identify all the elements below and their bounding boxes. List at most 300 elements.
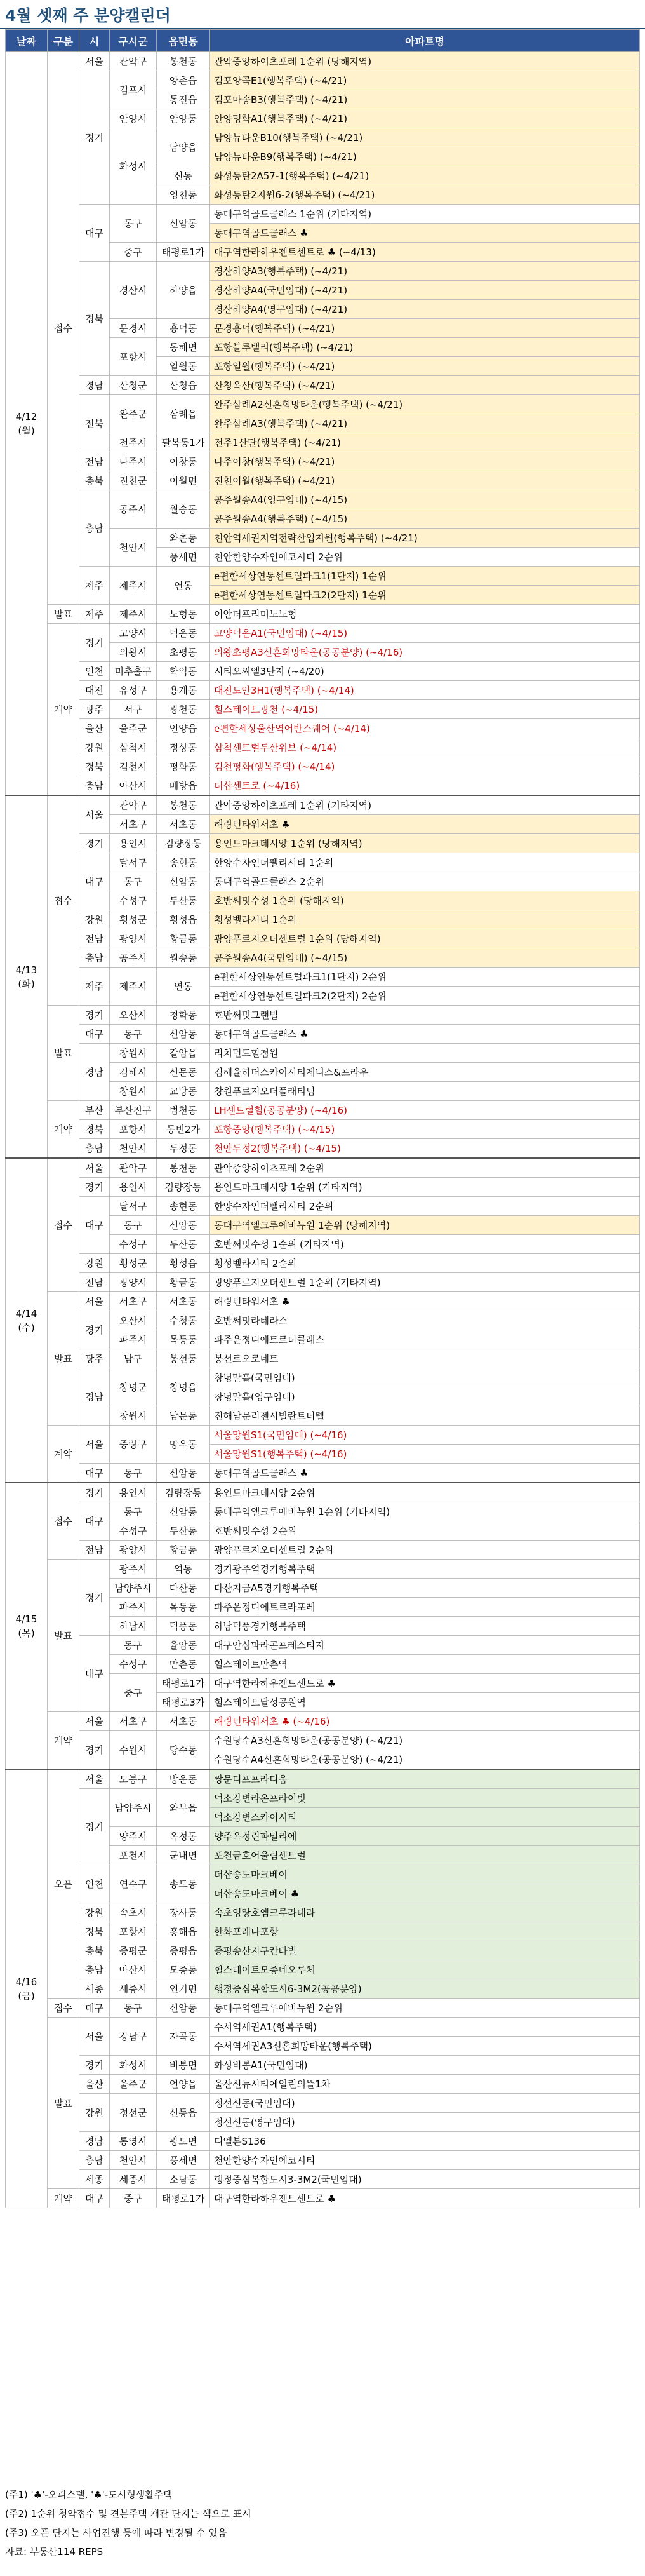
table-row [6,2132,640,2151]
town-cell: 봉선동 [157,1349,210,1368]
apartment-cell: 광양푸르지오더센트럴 1순위 (기타지역) [210,1273,640,1292]
town-cell: 비봉면 [157,2056,210,2075]
apartment-cell: 대구안심파라곤프레스티지 [210,1636,640,1655]
apartment-cell: 안양명학A1(행복주택) (~4/21) [210,109,640,128]
district-cell: 관악구 [110,52,157,71]
district-cell: 포항시 [110,338,157,376]
page-title: 4월 셋째 주 분양캘린더 [5,6,171,25]
town-cell: 노형동 [157,605,210,624]
apartment-cell: 산청옥산(행복주택) (~4/21) [210,376,640,395]
type-cell: 발표 [48,1560,79,1712]
table-row [6,52,640,71]
apartment-cell: e편한세상울산역어반스퀘어 (~4/14) [210,719,640,738]
province-cell: 울산 [79,2075,110,2094]
district-cell: 남구 [110,1349,157,1368]
district-cell: 경산시 [110,262,157,319]
table-row [6,1197,640,1216]
district-cell: 동구 [110,1502,157,1521]
province-cell: 전남 [79,929,110,948]
table-row [6,948,640,968]
province-cell: 경북 [79,757,110,776]
town-cell: 일월동 [157,357,210,376]
district-cell: 오산시 [110,1311,157,1330]
table-row [6,700,640,719]
apartment-cell: 완주삼례A3(행복주택) (~4/21) [210,414,640,433]
town-cell: 태평로1가 [157,1674,210,1693]
district-cell: 아산시 [110,1960,157,1979]
district-cell: 남양주시 [110,1789,157,1827]
province-cell: 경북 [79,262,110,376]
district-cell: 서초구 [110,815,157,834]
district-cell: 문경시 [110,319,157,338]
town-cell: 다산동 [157,1579,210,1598]
type-cell: 계약 [48,624,79,796]
type-cell: 발표 [48,2018,79,2189]
town-cell: 광도면 [157,2132,210,2151]
apartment-cell: 천안역세권지역전략산업지원(행복주택) (~4/21) [210,529,640,548]
apartment-cell: 경기광주역경기행복주택 [210,1560,640,1579]
apartment-cell: 김포양곡E1(행복주택) (~4/21) [210,71,640,90]
province-cell: 충남 [79,1139,110,1159]
table-row [6,71,640,90]
district-cell: 수성구 [110,891,157,910]
town-cell: 신암동 [157,872,210,891]
apartment-cell: 경산하양A4(영구임대) (~4/21) [210,300,640,319]
apartment-cell: 용인드마크데시앙 1순위 (기타지역) [210,1178,640,1197]
province-cell: 경기 [79,1560,110,1636]
date-weekday: (화) [18,978,35,990]
table-row [6,1789,640,1808]
district-cell: 완주군 [110,395,157,433]
district-cell: 창녕군 [110,1368,157,1406]
district-cell: 광양시 [110,929,157,948]
apartment-cell: 나주이창(행복주택) (~4/21) [210,452,640,471]
province-cell: 충북 [79,1941,110,1960]
town-cell: 산청읍 [157,376,210,395]
district-cell: 횡성군 [110,910,157,929]
header-district: 구시군 [110,30,157,52]
table-row [6,1979,640,1999]
district-cell: 동구 [110,1636,157,1655]
table-row [6,662,640,681]
district-cell: 천안시 [110,2151,157,2170]
apartment-cell: 힐스테이트달성공원역 [210,1693,640,1712]
province-cell: 대구 [79,1502,110,1541]
province-cell: 서울 [79,1426,110,1464]
type-cell: 발표 [48,1292,79,1426]
town-cell: 황금동 [157,1541,210,1560]
district-cell: 도봉구 [110,1769,157,1789]
apartment-cell: 동대구역엘크루에비뉴원 2순위 [210,1999,640,2018]
province-cell: 부산 [79,1101,110,1120]
apartment-cell: 디엘본S136 [210,2132,640,2151]
district-cell: 세종시 [110,2170,157,2189]
town-cell: 이월면 [157,471,210,490]
header-province: 시 [79,30,110,52]
apartment-cell: 완주삼례A2신혼희망타운(행복주택) (~4/21) [210,395,640,414]
district-cell: 전주시 [110,433,157,452]
table-row [6,1903,640,1922]
province-cell: 경북 [79,1120,110,1139]
table-row [6,1560,640,1579]
district-cell: 용인시 [110,1178,157,1197]
apartment-cell: 진천이월(행복주택) (~4/21) [210,471,640,490]
table-row [6,395,640,414]
town-cell: 신문동 [157,1063,210,1082]
date-weekday: (수) [18,1321,35,1333]
table-row [6,1044,640,1063]
town-cell: 범천동 [157,1101,210,1120]
table-row [6,1273,640,1292]
province-cell: 제주 [79,605,110,624]
apartment-cell: 김포마송B3(행복주택) (~4/21) [210,90,640,109]
district-cell: 중구 [110,2189,157,2208]
town-cell: 목동동 [157,1330,210,1349]
town-cell: 두산동 [157,1521,210,1541]
table-row [6,795,640,815]
town-cell: 신암동 [157,1464,210,1483]
town-cell: 김량장동 [157,834,210,853]
header-date: 날짜 [6,30,48,52]
district-cell: 김해시 [110,1063,157,1082]
date-weekday: (목) [18,1627,35,1639]
district-cell: 정선군 [110,2094,157,2132]
town-cell: 동빈2가 [157,1120,210,1139]
table-row [6,1960,640,1979]
type-cell: 발표 [48,605,79,624]
apartment-cell: 더샵센트로 (~4/16) [210,776,640,796]
apartment-cell: 덕소강변스카이시티 [210,1808,640,1827]
type-cell: 계약 [48,1712,79,1770]
apartment-cell: 호반써밋수성 1순위 (당해지역) [210,891,640,910]
table-row [6,262,640,281]
apartment-cell: 대구역한라하우젠트센트로 ♣ [210,2189,640,2208]
apartment-cell: 용인드마크데시앙 1순위 (당해지역) [210,834,640,853]
town-cell: 정상동 [157,738,210,757]
province-cell: 서울 [79,52,110,71]
province-cell: 대구 [79,853,110,910]
district-cell: 울주군 [110,2075,157,2094]
province-cell: 충남 [79,1960,110,1979]
district-cell: 수성구 [110,1235,157,1254]
province-cell: 경기 [79,1178,110,1197]
apartment-cell: 힐스테이트모종네오루체 [210,1960,640,1979]
town-cell: 통진읍 [157,90,210,109]
apartment-cell: 대전도안3H1(행복주택) (~4/14) [210,681,640,700]
town-cell: 연동 [157,968,210,1006]
province-cell: 충남 [79,490,110,567]
table-row [6,757,640,776]
apartment-cell: 다산지금A5경기행복주택 [210,1579,640,1598]
apartment-cell: 화성동탄2A57-1(행복주택) (~4/21) [210,166,640,185]
district-cell: 동구 [110,205,157,243]
apartment-cell: 더샵송도마크베이 ♣ [210,1884,640,1903]
table-row [6,1483,640,1502]
town-cell: 남문동 [157,1406,210,1426]
apartment-cell: 힐스테이트광천 (~4/15) [210,700,640,719]
province-cell: 전북 [79,395,110,452]
district-cell: 남양주시 [110,1579,157,1598]
town-cell: 월송동 [157,948,210,968]
apartment-cell: 쌍문디프프라디움 [210,1769,640,1789]
apartment-cell: 관악중앙하이츠포레 1순위 (당해지역) [210,52,640,71]
date-day: 4/14 [15,1307,37,1319]
apartment-cell: 호반써밋라테라스 [210,1311,640,1330]
province-cell: 대구 [79,1197,110,1254]
apartment-cell: 하남덕풍경기행복주택 [210,1617,640,1636]
apartment-cell: 포항블루밸리(행복주택) (~4/21) [210,338,640,357]
province-cell: 경기 [79,1483,110,1502]
apartment-cell: 울산신뉴시티에일린의뜰1차 [210,2075,640,2094]
date-cell [6,795,48,1158]
district-cell: 의왕시 [110,643,157,662]
province-cell: 서울 [79,1158,110,1178]
district-cell: 포항시 [110,1922,157,1941]
apartment-cell: 한양수자인더팰리시티 2순위 [210,1197,640,1216]
table-row [6,452,640,471]
table-row [6,1178,640,1197]
town-cell: 신암동 [157,205,210,243]
apartment-cell: 동대구역골드클래스 2순위 [210,872,640,891]
apartment-cell: 해링턴타워서초 ♣ [210,815,640,834]
table-row [6,2094,640,2113]
province-cell: 제주 [79,567,110,605]
town-cell: 광천동 [157,700,210,719]
date-cell [6,1158,48,1483]
apartment-cell: 리치먼드힐첨원 [210,1044,640,1063]
apartment-cell: 포항중앙(행복주택) (~4/15) [210,1120,640,1139]
district-cell: 수성구 [110,1521,157,1541]
date-weekday: (월) [18,424,35,436]
type-cell: 접수 [48,52,79,605]
town-cell: 연기면 [157,1979,210,1999]
province-cell: 대구 [79,1464,110,1483]
town-cell: 교방동 [157,1082,210,1101]
table-row [6,1865,640,1884]
apartment-cell: 파주운정디에트르더클래스 [210,1330,640,1349]
district-cell: 파주시 [110,1330,157,1349]
town-cell: 신암동 [157,1216,210,1235]
district-cell: 서초구 [110,1292,157,1311]
apartment-cell: 동대구역엘크루에비뉴원 1순위 (당해지역) [210,1216,640,1235]
apartment-cell: 용인드마크데시앙 2순위 [210,1483,640,1502]
apartment-cell: 대구역한라하우젠트센트로 ♣ (~4/13) [210,243,640,262]
town-cell: 풍세면 [157,548,210,567]
table-row [6,624,640,643]
type-cell: 계약 [48,1426,79,1483]
table-row [6,681,640,700]
district-cell: 달서구 [110,853,157,872]
town-cell: 봉천동 [157,52,210,71]
town-cell: 초평동 [157,643,210,662]
apartment-cell: 해링턴타워서초 ♣ (~4/16) [210,1712,640,1731]
table-row [6,1311,640,1330]
province-cell: 경기 [79,1311,110,1349]
town-cell: 와촌동 [157,529,210,548]
apartment-cell: 남양뉴타운B9(행복주택) (~4/21) [210,147,640,166]
district-cell: 동구 [110,872,157,891]
district-cell: 동구 [110,1216,157,1235]
province-cell: 서울 [79,2018,110,2056]
province-cell: 제주 [79,968,110,1006]
district-cell: 공주시 [110,490,157,529]
town-cell: 목동동 [157,1598,210,1617]
calendar-table [5,29,640,2208]
table-row [6,1541,640,1560]
province-cell: 경기 [79,1731,110,1770]
table-row [6,2018,640,2037]
town-cell: 풍세면 [157,2151,210,2170]
town-cell: 봉천동 [157,795,210,815]
district-cell: 포천시 [110,1846,157,1865]
apartment-cell: 경산하양A3(행복주택) (~4/21) [210,262,640,281]
apartment-cell: 광양푸르지오더센트럴 1순위 (당해지역) [210,929,640,948]
apartment-cell: 정선신동(영구임대) [210,2113,640,2132]
town-cell: 황금동 [157,929,210,948]
table-row [6,1731,640,1750]
table-row [6,853,640,872]
town-cell: 흥해읍 [157,1922,210,1941]
apartment-cell: 대구역한라하우젠트센트로 ♣ [210,1674,640,1693]
district-cell: 창원시 [110,1044,157,1063]
apartment-cell: 삼척센트럴두산위브 (~4/14) [210,738,640,757]
table-row [6,1006,640,1025]
town-cell: 횡성읍 [157,1254,210,1273]
town-cell: 두산동 [157,891,210,910]
district-cell: 부산진구 [110,1101,157,1120]
apartment-cell: 관악중앙하이츠포레 2순위 [210,1158,640,1178]
town-cell: 송현동 [157,853,210,872]
apartment-cell: 봉선르오로네트 [210,1349,640,1368]
apartment-cell: e편한세상연동센트럴파크2(2단지) 2순위 [210,987,640,1006]
district-cell: 용인시 [110,1483,157,1502]
district-cell: 수성구 [110,1655,157,1674]
district-cell: 파주시 [110,1598,157,1617]
apartment-cell: 이안더프리미노노형 [210,605,640,624]
date-day: 4/12 [15,410,37,422]
province-cell: 대구 [79,2189,110,2208]
district-cell: 강남구 [110,2018,157,2056]
footnote: (주2) 1순위 청약접수 및 견본주택 개관 단지는 색으로 표시 [5,2508,251,2519]
province-cell: 세종 [79,2170,110,2189]
apartment-cell: 서울망원S1(행복주택) (~4/16) [210,1445,640,1464]
apartment-cell: 해링턴타워서초 ♣ [210,1292,640,1311]
district-cell: 제주시 [110,567,157,605]
district-cell: 창원시 [110,1406,157,1426]
apartment-cell: 화성비봉A1(국민임대) [210,2056,640,2075]
table-row [6,1636,640,1655]
apartment-cell: 시티오씨엘3단지 (~4/20) [210,662,640,681]
district-cell: 천안시 [110,529,157,567]
town-cell: 용계동 [157,681,210,700]
town-cell: 영천동 [157,185,210,205]
apartment-cell: 동대구역골드클래스 ♣ [210,1025,640,1044]
apartment-cell: 한화포레나포항 [210,1922,640,1941]
town-cell: 증평읍 [157,1941,210,1960]
table-body [6,52,640,2208]
district-cell: 연수구 [110,1865,157,1903]
table-row [6,738,640,757]
district-cell: 서구 [110,700,157,719]
town-cell: 팔복동1가 [157,433,210,452]
table-row [6,1712,640,1731]
district-cell: 광양시 [110,1541,157,1560]
town-cell: 안양동 [157,109,210,128]
town-cell: 횡성읍 [157,910,210,929]
district-cell: 중구 [110,243,157,262]
town-cell: 갈암읍 [157,1044,210,1063]
district-cell: 증평군 [110,1941,157,1960]
type-cell: 접수 [48,1483,79,1560]
district-cell: 관악구 [110,795,157,815]
province-cell: 경남 [79,2132,110,2151]
apartment-cell: 서울망원S1(국민임대) (~4/16) [210,1426,640,1445]
province-cell: 전남 [79,1541,110,1560]
table-row [6,719,640,738]
apartment-cell: 천안한양수자인에코시티 [210,2151,640,2170]
apartment-cell: 횡성벨라시티 1순위 [210,910,640,929]
town-cell: 모종동 [157,1960,210,1979]
apartment-cell: 증평송산지구칸타빌 [210,1941,640,1960]
apartment-cell: 수원당수A4신혼희망타운(공공분양) (~4/21) [210,1750,640,1770]
town-cell: 월송동 [157,490,210,529]
town-cell: 수청동 [157,1311,210,1330]
district-cell: 김천시 [110,757,157,776]
apartment-cell: 양주옥정린파밀리에 [210,1827,640,1846]
town-cell: 소담동 [157,2170,210,2189]
town-cell: 청학동 [157,1006,210,1025]
district-cell: 서초구 [110,1712,157,1731]
district-cell: 천안시 [110,1139,157,1159]
town-cell: 덕풍동 [157,1617,210,1636]
type-cell: 오픈 [48,1769,79,1999]
district-cell: 통영시 [110,2132,157,2151]
province-cell: 인천 [79,662,110,681]
province-cell: 강원 [79,910,110,929]
district-cell: 중랑구 [110,1426,157,1464]
apartment-cell: 더샵송도마크베이 [210,1865,640,1884]
date-day: 4/13 [15,964,37,976]
district-cell: 속초시 [110,1903,157,1922]
district-cell: 광주시 [110,1560,157,1579]
district-cell: 동구 [110,1025,157,1044]
town-cell: 태평로1가 [157,2189,210,2208]
apartment-cell: 파주운정디에트르라포레 [210,1598,640,1617]
province-cell: 광주 [79,1349,110,1368]
apartment-cell: 동대구역골드클래스 1순위 (기타지역) [210,205,640,224]
district-cell: 안양시 [110,109,157,128]
apartment-cell: 동대구역골드클래스 ♣ [210,1464,640,1483]
district-cell: 관악구 [110,1158,157,1178]
town-cell: 송도동 [157,1865,210,1903]
province-cell: 경기 [79,834,110,853]
type-cell: 접수 [48,1999,79,2018]
town-cell: 황금동 [157,1273,210,1292]
type-cell: 발표 [48,1006,79,1101]
district-cell: 달서구 [110,1197,157,1216]
province-cell: 충남 [79,2151,110,2170]
apartment-cell: e편한세상연동센트럴파크1(1단지) 2순위 [210,968,640,987]
district-cell: 수원시 [110,1731,157,1770]
date-cell [6,1483,48,1769]
date-cell [6,52,48,796]
district-cell: 동구 [110,1464,157,1483]
town-cell: 신암동 [157,1502,210,1521]
town-cell: 율암동 [157,1636,210,1655]
district-cell: 김포시 [110,71,157,109]
town-cell: 옥정동 [157,1827,210,1846]
province-cell: 경북 [79,1922,110,1941]
